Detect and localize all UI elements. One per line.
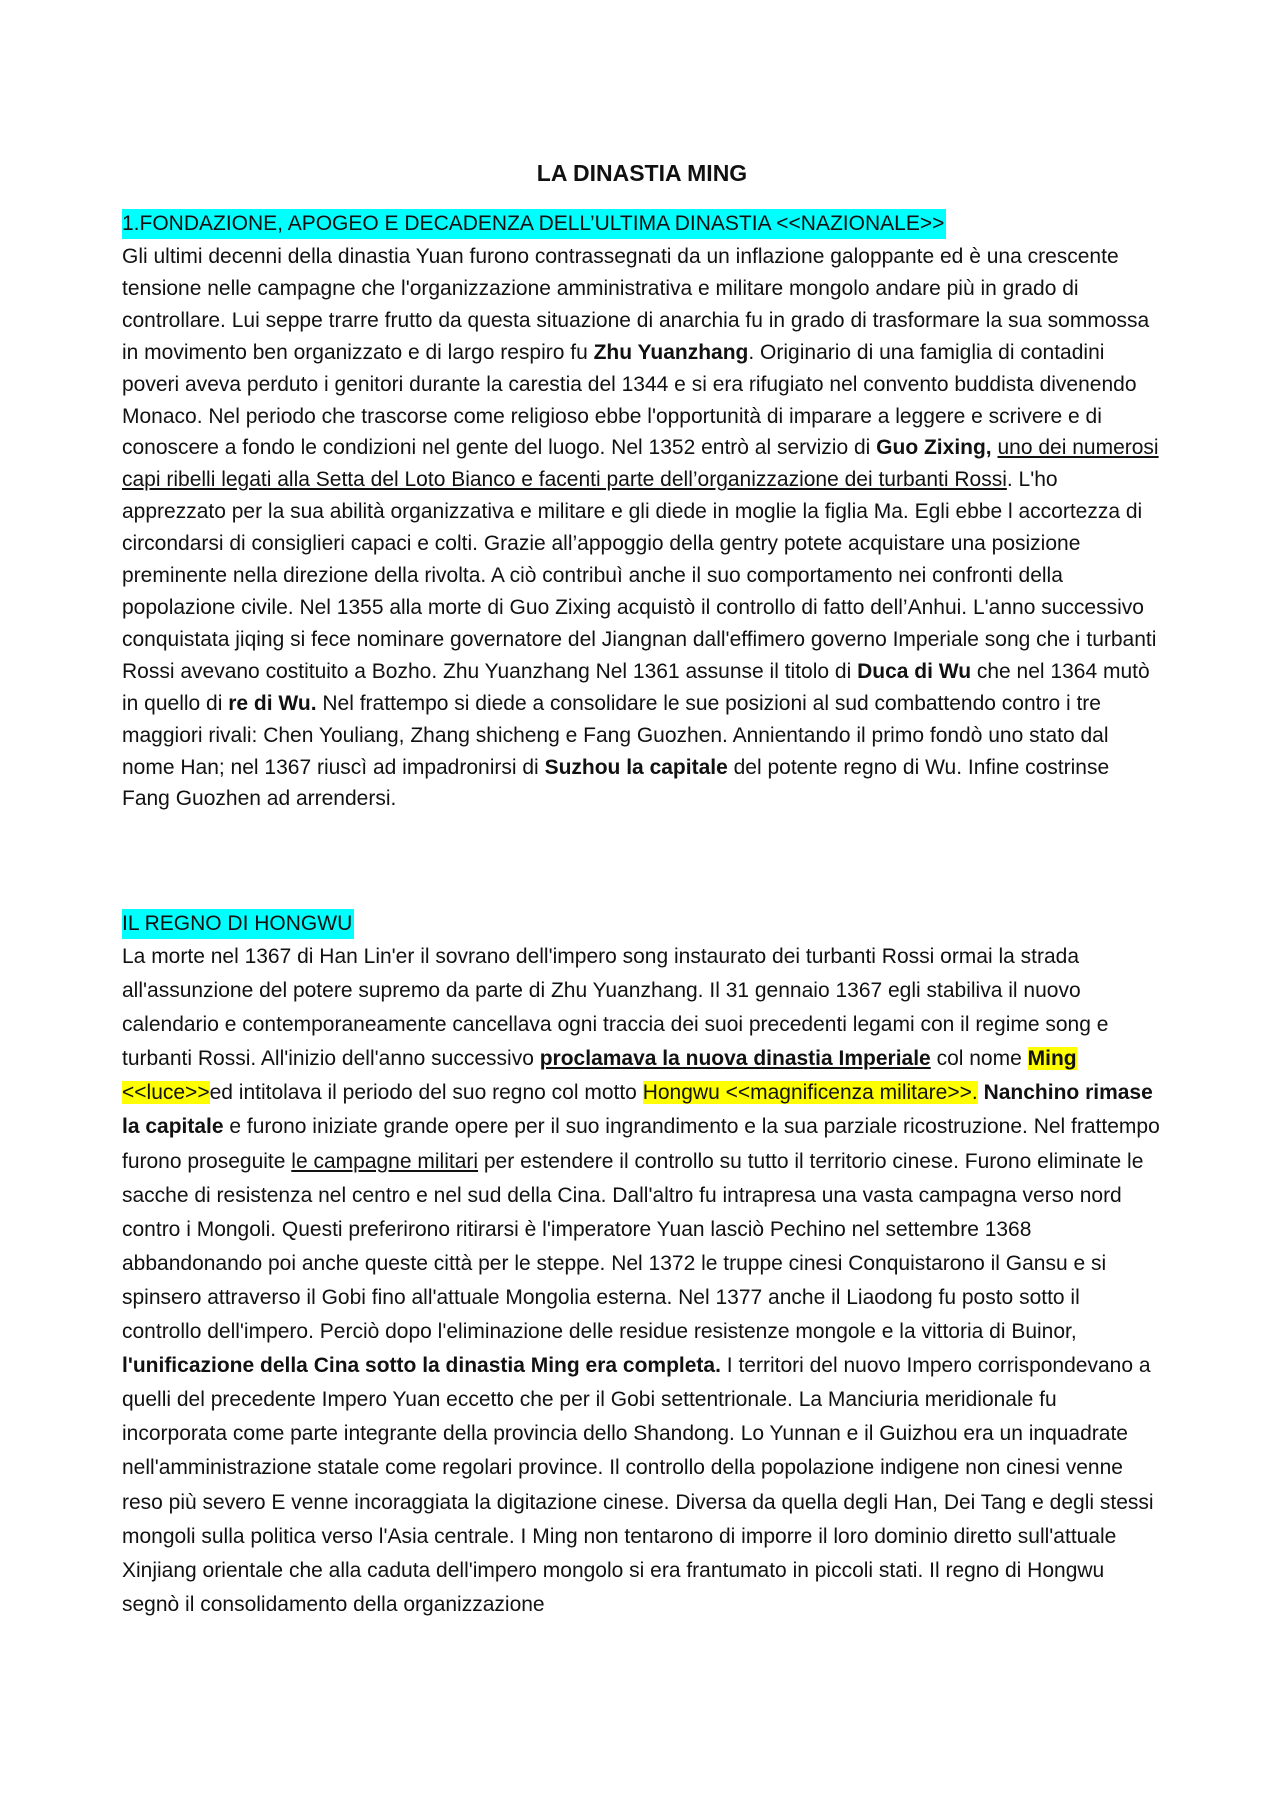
bold-text: Guo Zixing, <box>876 436 992 460</box>
bold-text: re di Wu. <box>228 691 317 715</box>
underlined-text: uno dei numerosi capi ribelli legati alla Setta del Loto Bianco e facenti parte dell’organizzazione dei turbanti Rossi <box>122 436 1159 492</box>
text-run: che nel 1364 mutò in quello di <box>122 659 1150 715</box>
section-heading-fondazione: 1.FONDAZIONE, APOGEO E DECADENZA DELL’ULTIMA DINASTIA <<NAZIONALE>> <box>122 209 946 239</box>
text-run: Gli ultimi decenni della dinastia Yuan furono contrassegnati da un inflazione galoppante ed è una crescente tensione nelle campagne che l'organizzazione amministrativa e militare mongolo andare più in grado di controllare. Lui seppe trarre frutto da questa situazione di anarchia fu in grado di trasformare la sua sommossa in movimento ben organizzato e di largo respiro fu <box>122 245 1150 364</box>
text-run: del potente regno di Wu. Infine costrinse Fang Guozhen ad arrendersi. <box>122 755 1110 811</box>
text-run: Nel frattempo si diede a consolidare le sue posizioni al sud combattendo contro i tre maggiori rivali: Chen Youliang, Zhang shicheng e Fang Guozhen. Annientando il primo fondò uno stato dal nome Han; nel 1367 riuscì ad impadronirsi di <box>122 691 1109 779</box>
text-run: La morte nel 1367 di Han Lin'er il sovrano dell'impero song instaurato dei turbanti Rossi ormai la strada all'assunzione del potere supremo da parte di Zhu Yuanzhang. Il 31 gennaio 1367 egli stabiliva il nuovo calendario e contemporaneamente cancellava ogni traccia dei suoi precedenti legami con il regime song e turbanti Rossi. All'inizio dell'anno successivo <box>122 945 1109 1071</box>
paragraph-fondazione <box>122 241 1162 815</box>
paragraph-hongwu <box>122 940 1162 1622</box>
underlined-text: le campagne militari <box>291 1149 479 1173</box>
highlighted-bold-text: Ming <box>1027 1047 1077 1071</box>
page-title: LA DINASTIA MING <box>536 160 748 186</box>
bold-underlined-text <box>540 1047 931 1070</box>
text-run: . L'ho apprezzato per la sua abilità organizzativa e militare e gli diede in moglie la figlia Ma. Egli ebbe l accortezza di circondarsi di consiglieri capaci e colti. Grazie all’appoggio della gentry potete acquistare una posizione preminente nella direzione della rivolta. A ciò contribuì anche il suo comportamento nei confronti della popolazione civile. Nel 1355 alla morte di Guo Zixing acquistò il controllo di fatto dell’Anhui. L'anno successivo conquistata jiqing si fece nominare governatore del Jiangnan dall'effimero governo Imperiale song che i turbanti Rossi avevano costituito a Bozho. Zhu Yuanzhang Nel 1361 assunse il titolo di <box>122 468 1157 683</box>
bold-text: Nanchino rimase la capitale <box>122 1081 1153 1139</box>
text-run: per estendere il controllo su tutto il territorio cinese. Furono eliminate le sacche di resistenza nel centro e nel sud della Cina. Dall'altro fu intrapresa una vasta campagna verso nord contro i Mongoli. Questi preferirono ritirarsi è l'imperatore Yuan lasciò Pechino nel settembre 1368 abbandonando poi anche queste città per le steppe. Nel 1372 le truppe cinesi Conquistarono il Gansu e si spinsero attraverso il Gobi fino all'attuale Mongolia esterna. Nel 1377 anche il Liaodong fu posto sotto il controllo dell'impero. Perciò dopo l'eliminazione delle residue resistenze mongole e la vittoria di Buinor, <box>122 1149 1144 1344</box>
highlighted-text: <<luce>> <box>122 1081 210 1105</box>
text-run: col nome <box>930 1047 1028 1071</box>
text-run: I territori del nuovo Impero corrispondevano a quelli del precedente Impero Yuan eccetto che per il Gobi settentrionale. La Manciuria meridionale fu incorporata come parte integrante della provincia dello Shandong. Lo Yunnan e il Guizhou era un inquadrate nell'amministrazione statale come regolari province. Il controllo della popolazione indigene non cinesi venne reso più severo E venne incoraggiata la digitazione cinese. Diversa da quella degli Han, Dei Tang e degli stessi mongoli sulla politica verso l'Asia centrale. I Ming non tentarono di imporre il loro dominio diretto sull'attuale Xinjiang orientale che alla caduta dell'impero mongolo si era frantumato in piccoli stati. Il regno di Hongwu segnò il consolidamento della organizzazione <box>122 1354 1154 1616</box>
text-run: . Originario di una famiglia di contadini poveri aveva perduto i genitori durante la carestia del 1344 e si era rifugiato nel convento buddista divenendo Monaco. Nel periodo che trascorse come religioso ebbe l'opportunità di imparare a leggere e scrivere e di conoscere a fondo le condizioni nel gente del luogo. Nel 1352 entrò al servizio di <box>122 340 1137 460</box>
underlined-text: proclamava la nuova dinastia Imperiale <box>539 1047 931 1071</box>
bold-text: Suzhou la capitale <box>544 755 728 779</box>
bold-text: l'unificazione della Cina sotto la dinastia Ming era completa. <box>122 1354 721 1378</box>
text-run: ed intitolava il periodo del suo regno col motto <box>209 1081 643 1105</box>
highlighted-text: Hongwu <<magnificenza militare>>. <box>642 1081 978 1105</box>
bold-text: Zhu Yuanzhang <box>593 340 749 364</box>
section-heading-hongwu: IL REGNO DI HONGWU <box>122 909 354 939</box>
bold-text: Duca di Wu <box>857 659 972 683</box>
text-run: e furono iniziate grande opere per il suo ingrandimento e la sua parziale ricostruzione. Nel frattempo furono proseguite <box>122 1115 1160 1173</box>
